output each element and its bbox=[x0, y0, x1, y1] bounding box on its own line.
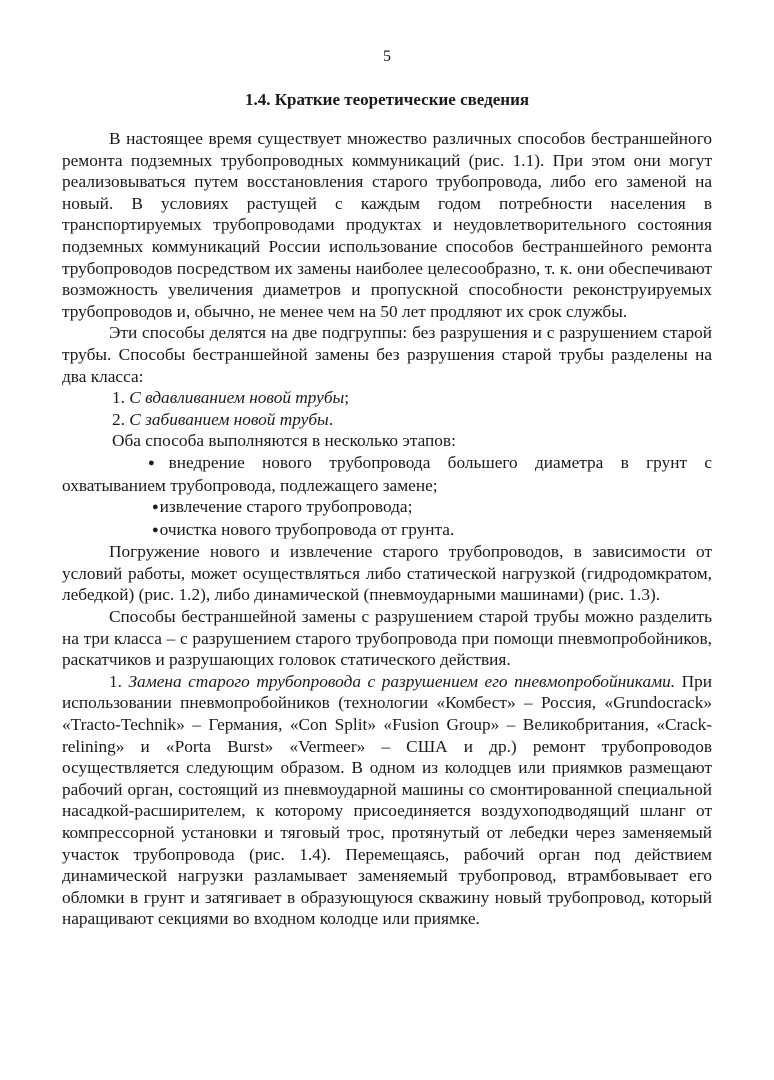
list-item-2 bbox=[62, 409, 712, 431]
list-item-1-suffix: ; bbox=[344, 388, 350, 408]
list-item-1-text: С вдавливанием новой трубы bbox=[129, 388, 345, 408]
body-text bbox=[62, 128, 712, 930]
paragraph-classes: Способы бестраншейной замены с разрушением старой трубы можно разделить на три класса – с разрушением старого трубопровода при помощи пневмопробойников, раскатчиков и разрушающих головок статического действия. bbox=[62, 607, 712, 670]
section-heading: 1.4. Краткие теоретические сведения bbox=[244, 90, 530, 109]
bullet-text: очистка нового трубопровода от грунта. bbox=[159, 519, 455, 539]
paragraph-pneumatic-number: 1. bbox=[109, 671, 122, 691]
bullet-text: внедрение нового трубопровода большего диаметра в грунт с охватыванием трубопровода, подлежащего замене; bbox=[62, 452, 712, 495]
bullet-icon: ● bbox=[148, 456, 168, 469]
bullet-text: извлечение старого трубопровода; bbox=[159, 497, 413, 517]
paragraph-pneumatic bbox=[62, 671, 712, 930]
paragraph-stages: Оба способа выполняются в несколько этапов: bbox=[112, 431, 456, 451]
list-item-2-suffix: . bbox=[328, 409, 334, 429]
list-item-1-number: 1. bbox=[112, 388, 125, 408]
bullet-item bbox=[62, 452, 712, 496]
bullet-icon: ● bbox=[152, 501, 159, 514]
paragraph-pneumatic-text: При использовании пневмопробойников (технологии «Комбест» – Россия, «Grundocrack» «Tracto-Technik» – Германия, «Con Split» «Fusion Group» – Великобритания, «Crack-relining» и «Porta Burst» «Vermeer» – США и др.) ремонт трубопроводов осуществляется следующим образом. В одном из колодцев или приямков размещают рабочий орган, состоящий из пневмоударной машины со смонтированной специальной насадкой-расширителем, к которому присоединяется воздухоподводящий шланг от компрессорной установки и тяговый трос, протянутый от лебедки через заменяемый участок трубопровода (рис. 1.4). Перемещаясь, рабочий орган под действием динамической нагрузки разламывает заменяемый трубопровод, втрамбовывает его обломки в грунт и затягивает в образующуюся скважину новый трубопровод, который наращивают секциями во входном колодце или приямке. bbox=[62, 671, 712, 929]
paragraph-loading: Погружение нового и извлечение старого трубопроводов, в зависимости от условий работы, может осуществляться либо статической нагрузкой (гидродомкратом, лебедкой) (рис. 1.2), либо динамической (пневмоударными машинами) (рис. 1.3). bbox=[62, 542, 712, 605]
bullet-item bbox=[62, 496, 712, 519]
bullet-icon: ● bbox=[152, 523, 159, 536]
bullet-item bbox=[62, 519, 712, 542]
paragraph-subgroups: Эти способы делятся на две подгруппы: без разрушения и с разрушением старой трубы. Способы бестраншейной замены без разрушения старой трубы разделены на два класса: bbox=[62, 323, 712, 386]
paragraph-pneumatic-title: Замена старого трубопровода с разрушением его пневмопробойниками. bbox=[128, 671, 676, 691]
list-item-2-text: С забиванием новой трубы bbox=[129, 409, 329, 429]
page-number: 5 bbox=[383, 48, 391, 65]
list-item-2-number: 2. bbox=[112, 409, 125, 429]
list-item-1 bbox=[62, 387, 712, 409]
paragraph-intro: В настоящее время существует множество различных способов бестраншейного ремонта подземных трубопроводных коммуникаций (рис. 1.1). При этом они могут реализовываться путем восстановления старого трубопровода, либо его заменой на новый. В условиях растущей с каждым годом потребности населения в транспортируемых трубопроводами продуктах и неудовлетворительного состояния подземных коммуникаций России использование способов бестраншейного ремонта трубопроводов посредством их замены наиболее целесообразно, т. к. они обеспечивают возможность увеличения диаметров и пропускной способности реконструируемых трубопроводов и, обычно, не менее чем на 50 лет продляют их срок службы. bbox=[62, 129, 712, 321]
